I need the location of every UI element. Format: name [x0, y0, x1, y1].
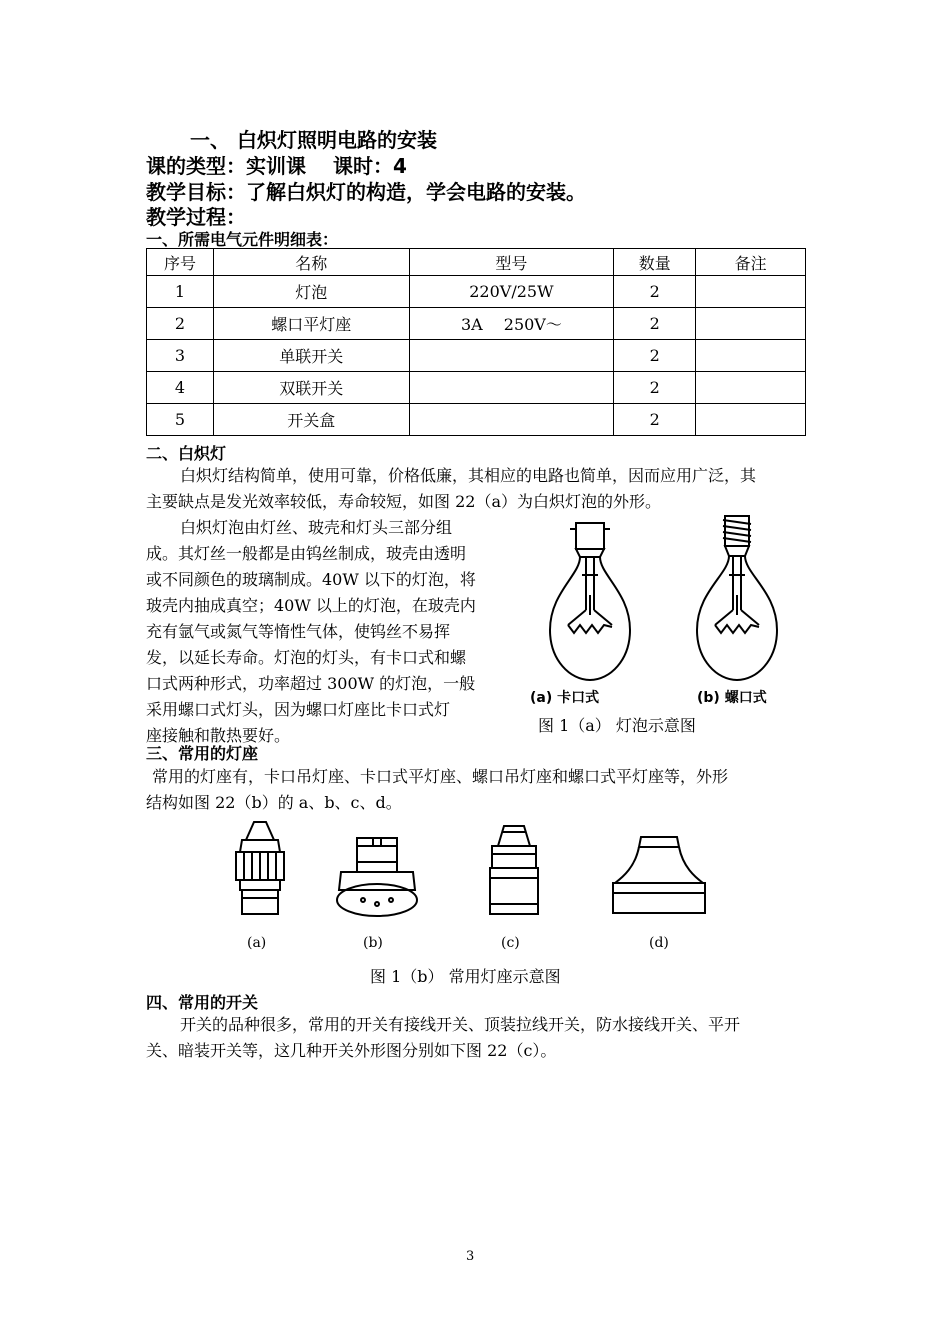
table-row	[147, 340, 806, 372]
table-cell	[409, 340, 614, 372]
table-cell: 2	[147, 308, 214, 340]
paragraph-line: 常用的灯座有，卡口吊灯座、卡口式平灯座、螺口吊灯座和螺口式平灯座等，外形	[152, 767, 729, 786]
table-row	[147, 308, 806, 340]
table-header-cell: 型号	[409, 249, 614, 276]
paragraph-line: 白炽灯泡由灯丝、玻壳和灯头三部分组	[180, 518, 453, 537]
page-number: 3	[466, 1249, 475, 1264]
table-header-cell: 备注	[696, 249, 806, 276]
table-header-cell: 序号	[147, 249, 214, 276]
figure-1b-label-a: (a)	[247, 935, 267, 951]
section-heading-lamp-holders: 三、常用的灯座	[146, 744, 259, 763]
table-cell: 螺口平灯座	[213, 308, 409, 340]
screw-bulb-illustration	[687, 510, 787, 685]
table-header-cell: 数量	[614, 249, 696, 276]
table-cell: 3	[147, 340, 214, 372]
figure-1b-label-c: (c)	[501, 935, 520, 951]
page-title: 一、 白炽灯照明电路的安装	[190, 128, 437, 152]
table-cell: 双联开关	[213, 372, 409, 404]
table-cell: 220V/25W	[409, 276, 614, 308]
table-cell: 灯泡	[213, 276, 409, 308]
parts-table	[146, 248, 806, 436]
figure-1b-label-d: (d)	[649, 935, 669, 951]
section-heading-parts-list: 一、所需电气元件明细表：	[146, 230, 339, 249]
teaching-process: 教学过程：	[146, 205, 246, 229]
table-cell: 5	[147, 404, 214, 436]
table-cell: 开关盒	[213, 404, 409, 436]
table-cell	[696, 404, 806, 436]
table-cell	[696, 308, 806, 340]
table-cell: 单联开关	[213, 340, 409, 372]
screw-flat-holder-illustration	[609, 833, 709, 919]
figure-1a-label-a: (a) 卡口式	[530, 690, 600, 706]
table-cell: 3A 250V～	[409, 308, 614, 340]
table-cell: 2	[614, 372, 696, 404]
table-row	[147, 276, 806, 308]
table-cell	[696, 276, 806, 308]
paragraph-line: 白炽灯结构简单，使用可靠，价格低廉，其相应的电路也简单，因而应用广泛，其	[180, 466, 757, 485]
table-cell	[696, 372, 806, 404]
paragraph-line: 充有氩气或氮气等惰性气体，使钨丝不易挥	[146, 622, 451, 641]
lesson-type: 课的类型：实训课 课时：4	[146, 154, 407, 178]
paragraph-line: 发，以延长寿命。灯泡的灯头，有卡口式和螺	[146, 648, 467, 667]
paragraph-line: 结构如图 22（b）的 a、b、c、d。	[146, 793, 402, 812]
table-cell	[696, 340, 806, 372]
bayonet-bulb-illustration	[540, 515, 640, 685]
paragraph-line: 或不同颜色的玻璃制成。40W 以下的灯泡，将	[146, 570, 476, 589]
table-row	[147, 404, 806, 436]
paragraph-line: 成。其灯丝一般都是由钨丝制成，玻壳由透明	[146, 544, 467, 563]
table-cell: 1	[147, 276, 214, 308]
figure-1a-caption: 图 1（a） 灯泡示意图	[538, 716, 696, 735]
table-header-cell: 名称	[213, 249, 409, 276]
table-cell	[409, 404, 614, 436]
table-cell	[409, 372, 614, 404]
table-cell: 2	[614, 340, 696, 372]
figure-1b-label-b: (b)	[363, 935, 383, 951]
bayonet-flat-holder-illustration	[333, 832, 421, 922]
screw-pendant-holder-illustration	[482, 822, 546, 918]
paragraph-line: 口式两种形式，功率超过 300W 的灯泡，一般	[146, 674, 476, 693]
teaching-objective: 教学目标：了解白炽灯的构造，学会电路的安装。	[146, 180, 586, 204]
paragraph-line: 座接触和散热要好。	[146, 726, 291, 745]
bayonet-pendant-holder-illustration	[228, 818, 292, 918]
table-header-row	[147, 249, 806, 276]
table-cell: 2	[614, 308, 696, 340]
section-heading-switches: 四、常用的开关	[146, 993, 259, 1012]
paragraph-line: 采用螺口式灯头，因为螺口灯座比卡口式灯	[146, 700, 451, 719]
section-heading-incandescent: 二、白炽灯	[146, 444, 227, 463]
table-row	[147, 372, 806, 404]
figure-1a-label-b: (b) 螺口式	[697, 690, 767, 706]
paragraph-line: 玻壳内抽成真空；40W 以上的灯泡，在玻壳内	[146, 596, 476, 615]
table-cell: 2	[614, 276, 696, 308]
figure-1b-caption: 图 1（b） 常用灯座示意图	[370, 967, 561, 986]
table-cell: 2	[614, 404, 696, 436]
table-cell: 4	[147, 372, 214, 404]
paragraph-line: 关、暗装开关等，这几种开关外形图分别如下图 22（c）。	[146, 1041, 557, 1060]
paragraph-line: 主要缺点是发光效率较低，寿命较短，如图 22（a）为白炽灯泡的外形。	[146, 492, 661, 511]
paragraph-line: 开关的品种很多，常用的开关有接线开关、顶装拉线开关，防水接线开关、平开	[180, 1015, 741, 1034]
